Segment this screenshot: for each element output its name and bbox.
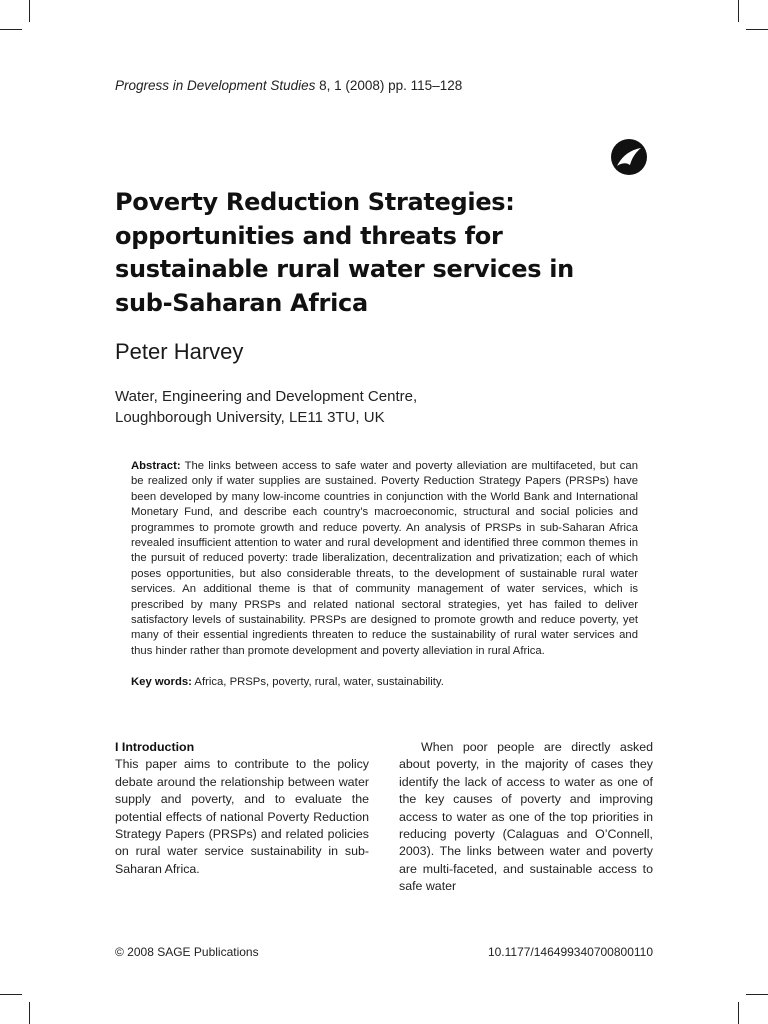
crop-mark — [0, 29, 22, 30]
journal-citation — [115, 78, 462, 93]
doi: 10.1177/146499340700800110 — [487, 945, 653, 959]
crop-mark — [746, 994, 768, 995]
body-column-right — [399, 739, 653, 896]
publisher-logo-icon — [610, 138, 648, 176]
keywords-text: Africa, PRSPs, poverty, rural, water, sustainability. — [194, 676, 444, 688]
crop-mark — [746, 29, 768, 30]
keywords-label: Key words: — [131, 676, 192, 688]
article-title: Poverty Reduction Strategies: opportunities and threats for sustainable rural water services in sub-Saharan Africa — [115, 188, 574, 317]
abstract-label: Abstract: — [131, 460, 181, 472]
crop-mark — [29, 1002, 30, 1024]
journal-name: Progress in Development Studies — [115, 78, 316, 93]
author-name: Peter Harvey — [115, 339, 244, 364]
body-paragraph: This paper aims to contribute to the policy debate around the relationship between water supply and poverty, and to evaluate the potential effects of national Poverty Reduction Strategy Papers (PRSPs) and related policies on rural water service sustainability in sub-Saharan Africa. — [115, 757, 369, 876]
affiliation-line: Water, Engineering and Development Centre, — [115, 388, 418, 405]
crop-mark — [29, 0, 30, 22]
copyright-notice: © 2008 SAGE Publications — [115, 945, 259, 959]
abstract-text: The links between access to safe water and poverty alleviation are multifaceted, but can be realized only if water supplies are sustained. Poverty Reduction Strategy Papers (PRSPs) have been developed by many low-income countries in conjunction with the World Bank and International Monetary Fund, and describe each country’s macroeconomic, structural and social policies and programmes to promote growth and reduce poverty. An analysis of PRSPs in sub-Saharan Africa revealed insufficient attention to water and rural development and identified three common themes in the pursuit of reduced poverty: trade liberalization, decentralization and privatization; each of which poses opportunities, but also considerable threats, to the development of sustainable rural water services. An additional theme is that of community management of water services, which is prescribed by many PRSPs and related national sectoral strategies, yet has failed to deliver satisfactory levels of sustainability. PRSPs are designed to promote growth and reduce poverty, yet many of their essential ingredients threaten to reduce the sustainability of rural water services and thus hinder rather than promote development and poverty alleviation in rural Africa. — [131, 460, 638, 657]
body-paragraph: When poor people are directly asked about poverty, in the majority of cases they identify the lack of access to water as one of the key causes of poverty and improving access to water as one of the top priorities in reducing poverty (Calaguas and O’Connell, 2003). The links between water and poverty are multi-faceted, and sustainable access to safe water — [399, 740, 653, 894]
journal-volume-pages: 8, 1 (2008) pp. 115–128 — [315, 78, 463, 93]
body-column-left — [115, 739, 369, 878]
crop-mark — [738, 0, 739, 22]
section-heading: I Introduction — [115, 740, 195, 754]
affiliation-line: Loughborough University, LE11 3TU, UK — [115, 409, 385, 426]
crop-mark — [738, 1002, 739, 1024]
crop-mark — [0, 994, 22, 995]
abstract — [131, 459, 638, 659]
keywords — [131, 676, 638, 688]
author-affiliation — [115, 386, 535, 428]
